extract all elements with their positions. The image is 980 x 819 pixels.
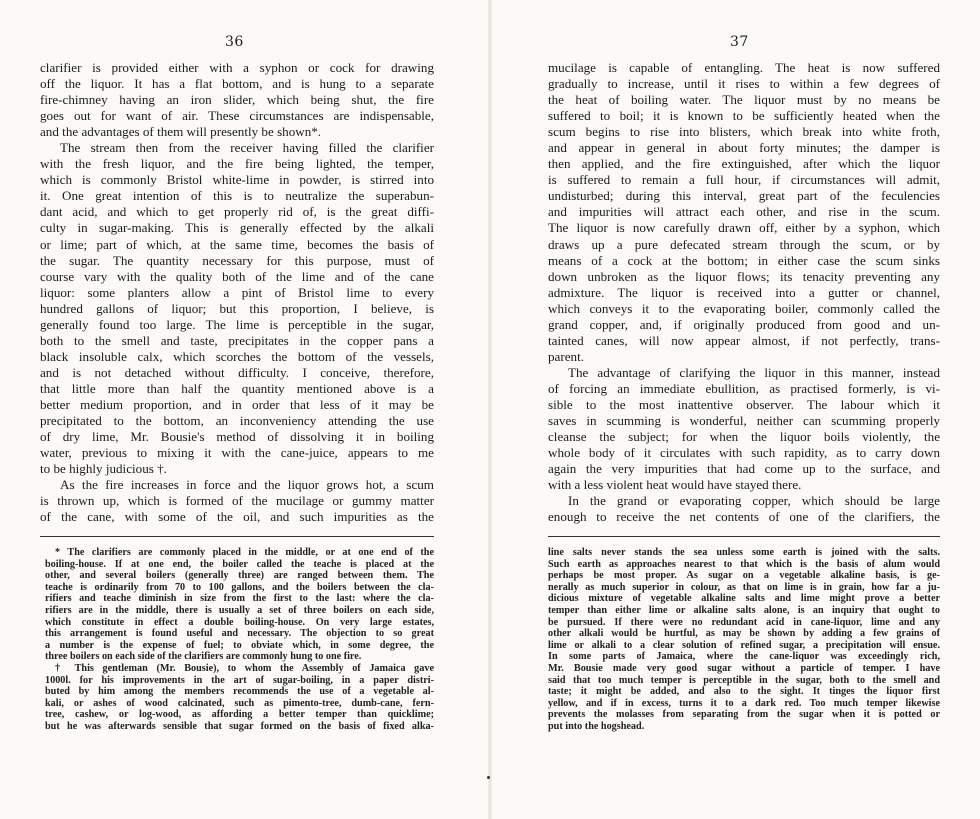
text-line: whole body of it circulates with such rapidity, as to carry down [548, 445, 940, 461]
footnote-line: nerally as much superior in colour, as that on lime is in grain, how far a ju- [548, 581, 940, 593]
text-line: to be highly judicious †. [40, 461, 167, 477]
text-line: is thrown up, which is formed of the mucilage or gummy matter [40, 493, 434, 509]
text-line: cleanse the subject; for when the liquor boils violently, the [548, 429, 940, 445]
text-line: with a less violent heat would have stayed there. [548, 477, 802, 493]
footnote-line: buted by him among the members recommends the use of a vegetable al- [45, 686, 434, 698]
footnote-line: taste; it might be added, and also to the sight. It tinges the liquor first [548, 686, 940, 698]
footnote-line: teache is ordinarily from 70 to 100 gallons, and the boilers between the cla- [45, 581, 434, 593]
footnote-line: In some parts of Jamaica, where the cane-liquor was exceedingly rich, [548, 651, 940, 663]
text-line: undisturbed; during this interval, great part of the feculencies [548, 188, 940, 204]
footnote-line: yellow, and if in excess, turns it to a dark red. Too much temper likewise [548, 697, 940, 709]
text-line: again the very impurities that had come up to the surface, and [548, 461, 940, 477]
text-line: parent. [548, 348, 584, 364]
text-line: sible to the most inattentive observer. The labour which it [548, 396, 940, 412]
text-line: As the fire increases in force and the liquor grows hot, a scum [60, 477, 434, 493]
footnote-line: which constitute in effect a double boiling-house. On very large estates, [45, 616, 434, 628]
body-text [40, 60, 434, 525]
footnote-line: lime or alkali to a clear solution of refined sugar, a precipitation will ensue. [548, 639, 940, 651]
text-line: then applied, and the fire extinguished, after which the liquor [548, 156, 940, 172]
text-line: course vary with the quality both of the lime and of the cane [40, 268, 434, 284]
text-line: admixture. The liquor is received into a gutter or channel, [548, 284, 940, 300]
text-line: goes out for want of air. These circumstances are indispensable, [40, 108, 434, 124]
text-line: of dry lime, Mr. Bousie's method of dissolving it in boiling [40, 429, 434, 445]
text-line: which conveys it to the evaporating boiler, commonly called the [548, 300, 940, 316]
text-line: the heat of boiling water. The liquor must by no means be [548, 92, 940, 108]
footnote-line: said that too much temper is perceptible in the sugar, both to the smell and [548, 674, 940, 686]
text-line: hundred gallons of liquor; but this proportion, I believe, is [40, 300, 434, 316]
text-line: that little more than half the quantity mentioned above is a [40, 380, 434, 396]
footnotes [45, 547, 434, 733]
text-line: tainted canes, will now appear almost, if not perfectly, trans- [548, 332, 940, 348]
footnote-line: rifiers and teache diminish in size from the first to the last: where the cla- [45, 593, 434, 605]
text-line: grand copper, and, if originally produced from good and un- [548, 316, 940, 332]
text-line: of forcing an immediate ebullition, as practised formerly, is vi- [548, 380, 940, 396]
text-line: scum begins to rise into blisters, which break into white froth, [548, 124, 940, 140]
footnote-line: rifiers are in the middle, there is usually a set of three boilers on each side, [45, 604, 434, 616]
footnote-line: boiling-house. If at one end, the boiler called the teache is placed at the [45, 558, 434, 570]
footnote-line: 1000l. for his improvements in the art of sugar-boiling, in a paper distri- [45, 674, 434, 686]
text-line: and impurities will attract each other, and rise in the scum. [548, 204, 940, 220]
text-line: mucilage is capable of entangling. The heat is now suffered [548, 60, 940, 75]
footnote-divider [548, 536, 940, 537]
footnote-line: other, and several boilers (generally three) are ranged between them. The [45, 570, 434, 582]
text-line: better medium proportion, and in order that less of it may be [40, 396, 434, 412]
footnote-line: line salts never stands the sea unless some earth is joined with the salts. [548, 547, 940, 558]
text-line: water, previous to mixing it with the cane-juice, appears to me [40, 445, 434, 461]
text-line: off the liquor. It has a flat bottom, and is hung to a separate [40, 76, 434, 92]
footnotes [548, 547, 940, 733]
text-line: both to the smell and taste, precipitates in the copper pans a [40, 332, 434, 348]
footnote-line: tree, cashew, or log-wood, as affording a better temper than quicklime; [45, 709, 434, 721]
footnote-line: perhaps be most proper. As sugar on a vegetable alkaline basis, is ge- [548, 570, 940, 582]
footnote-line: other alkali would be hurtful, as may be shown by adding a few grains of [548, 628, 940, 640]
text-line: means of a cock at the bottom; in either case the scum sinks [548, 252, 940, 268]
footnote-line: a number is the expense of fuel; to obviate which, in some degree, the [45, 639, 434, 651]
text-line: draws up a pure defecated stream through the scum, or by [548, 236, 940, 252]
text-line: and appear in general in about forty minutes; the damper is [548, 140, 940, 156]
text-line: with the fresh liquor, and the fire being lighted, the temper, [40, 156, 434, 172]
text-line: of the cane, with some of the oil, and such impurities as the [40, 509, 434, 525]
right-page [490, 0, 980, 819]
text-line: enough to receive the net contents of one of the clarifiers, the [548, 509, 940, 525]
footnote-line: kali, or ashes of wood calcinated, such as pimento-tree, dumb-cane, fern- [45, 697, 434, 709]
text-line: culty in sugar-making. This is generally effected by the alkali [40, 220, 434, 236]
text-line: generally found too large. The lime is perceptible in the sugar, [40, 316, 434, 332]
page-number: 37 [730, 34, 749, 50]
footnote-line: be pursued. If there were no redundant acid in cane-liquor, lime and any [548, 616, 940, 628]
text-line: In the grand or evaporating copper, which should be large [568, 493, 940, 509]
footnote-line: prevents the molasses from separating from the sugar when it is potted or [548, 709, 940, 721]
footnote-line: three boilers on each side of the clarifiers are commonly hung to one fire. [45, 651, 362, 663]
text-line: fire-chimney having an iron slider, which being shut, the fire [40, 92, 434, 108]
footnote-line: Mr. Bousie made very good sugar without a particle of temper. I have [548, 662, 940, 674]
text-line: The liquor is now carefully drawn off, either by a syphon, which [548, 220, 940, 236]
page-number: 36 [225, 34, 244, 50]
text-line: down unbroken as the liquor flows; its tenacity preventing any [548, 268, 940, 284]
footnote-line: * The clarifiers are commonly placed in the middle, or at one end of the [55, 547, 434, 558]
text-line: The advantage of clarifying the liquor in this manner, instead [568, 364, 940, 380]
footnote-line: put into the hogshead. [548, 720, 645, 732]
text-line: black insoluble calx, which scorches the bottom of the vessels, [40, 348, 434, 364]
footnote-line: † This gentleman (Mr. Bousie), to whom the Assembly of Jamaica gave [55, 662, 434, 674]
text-line: precipitated to the bottom, an inconveniency attending the use [40, 413, 434, 429]
text-line: and is not detached without difficulty. I conceive, therefore, [40, 364, 434, 380]
text-line: liquor: some planters allow a pint of Bristol lime to every [40, 284, 434, 300]
body-text [548, 60, 940, 525]
footnote-line: this arrangement is found useful and necessary. The objection to so great [45, 628, 434, 640]
footnote-divider [40, 536, 434, 537]
text-line: dant acid, and which to get properly rid of, is the great diffi- [40, 204, 434, 220]
text-line: which is commonly Bristol white-lime in powder, is stirred into [40, 172, 434, 188]
text-line: it. One great intention of this is to neutralize the superabun- [40, 188, 434, 204]
footnote-line: Such earth as approaches nearest to that which is the basis of alum would [548, 558, 940, 570]
footnote-line: dicious mixture of vegetable alkaline salts and lime might prove a better [548, 593, 940, 605]
text-line: suffered to boil; it is known to be sufficiently heated when the [548, 108, 940, 124]
text-line: or lime; part of which, at the same time, becomes the basis of [40, 236, 434, 252]
text-line: clarifier is provided either with a syphon or cock for drawing [40, 60, 434, 75]
text-line: the sugar. The quantity necessary for this purpose, must of [40, 252, 434, 268]
text-line: saves in scumming is wonderful, neither can scumming properly [548, 413, 940, 429]
text-line: The stream then from the receiver having filled the clarifier [60, 140, 434, 156]
text-line: gradually to increase, until it rises to within a few degrees of [548, 76, 940, 92]
text-line: and the advantages of them will presently be shown*. [40, 124, 322, 140]
text-line: is suffered to remain a full hour, if circumstances will admit, [548, 172, 940, 188]
footnote-line: temper than either lime or alkaline salts alone, is an inquiry that ought to [548, 604, 940, 616]
footnote-line: but he was afterwards sensible that sugar formed on the basis of fixed alka- [45, 720, 434, 732]
